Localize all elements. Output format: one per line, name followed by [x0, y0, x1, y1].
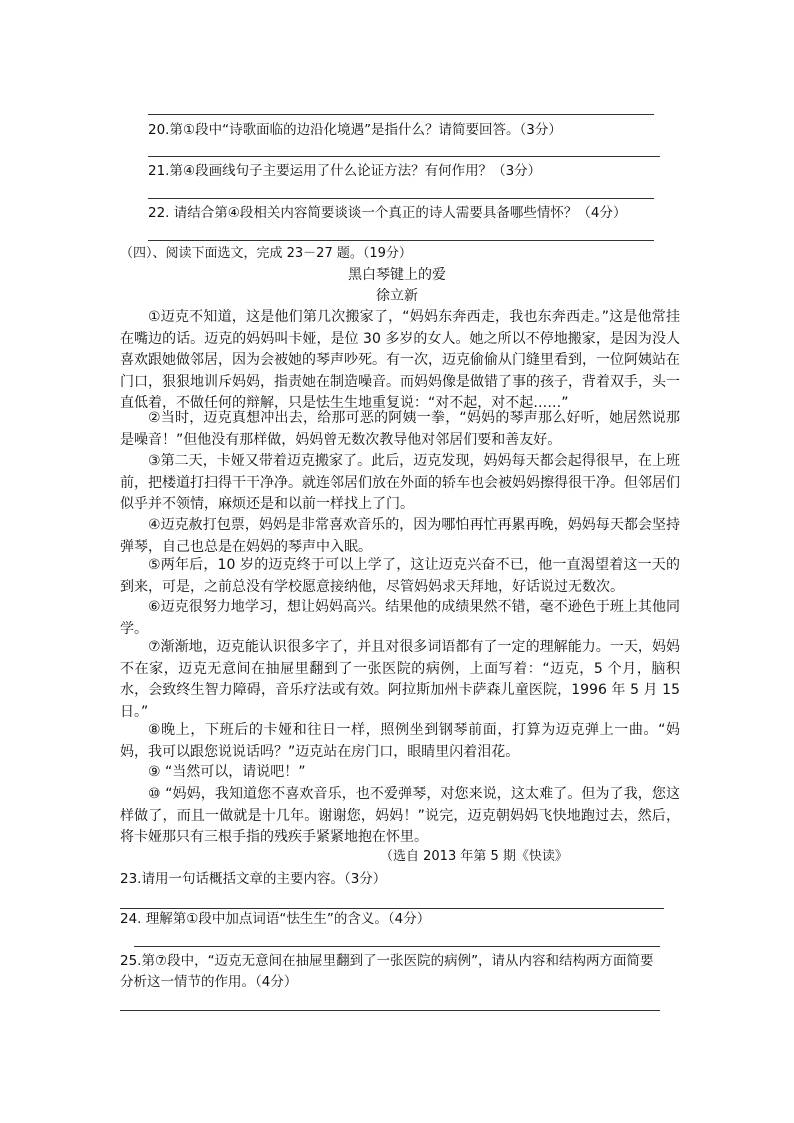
passage-author: 徐立新 [376, 288, 418, 304]
answer-line [148, 156, 660, 157]
paragraph-8: ⑧晚上，下班后的卡娅和往日一样，照例坐到钢琴前面，打算为迈克弹上一曲。“妈妈，我可以跟您说说话吗？”迈克站在房门口，眼睛里闪着泪花。 [120, 722, 680, 760]
paragraph-9: ⑨ “当然可以，请说吧！” [148, 764, 306, 780]
paragraph-10: ⑩ “妈妈，我知道您不喜欢音乐，也不爱弹琴，对您来说，这太难了。但为了我，您这样做了，而且一做就是十几年。谢谢您，妈妈！”说完，迈克朝妈妈飞快地跑过去，然后，将卡娅那只有三根手指的残疾手紧紧地抱在怀里。 [120, 786, 680, 846]
paragraph-5: ⑤两年后，10 岁的迈克终于可以上学了，这让迈克兴奋不已，他一直渴望着这一天的到来，可是，之前总没有学校愿意接纳他，尽管妈妈求天拜地，好话说过无数次。 [120, 557, 680, 595]
paragraph-7: ⑦渐渐地，迈克能认识很多字了，并且对很多词语都有了一定的理解能力。一天，妈妈不在家，迈克无意间在抽屉里翻到了一张医院的病例，上面写着：“迈克，5 个月，脑积水，会致终生智力障碍，音乐疗法或有效。阿拉斯加州卡萨森儿童医院，1996 年 5 月 15 日。” [120, 639, 680, 720]
answer-line [148, 114, 654, 115]
answer-line [148, 240, 654, 241]
question-21: 21.第④段画线句子主要运用了什么论证方法？有何作用？（3分） [148, 163, 542, 179]
paragraph-3: ③第二天，卡娅又带着迈克搬家了。此后，迈克发现，妈妈每天都会起得很早，在上班前，把楼道打扫得干干净净。就连邻居们放在外面的轿车也会被妈妈擦得很干净。但邻居们似乎并不领情，麻烦还是和以前一样找上了门。 [120, 453, 680, 513]
question-25-line-1: 25.第⑦段中，“迈克无意间在抽屉里翻到了一张医院的病例”，请从内容和结构两方面简要 [120, 953, 654, 969]
paragraph-6: ⑥迈克很努力地学习，想让妈妈高兴。结果他的成绩果然不错，毫不逊色于班上其他同学。 [120, 599, 680, 637]
answer-line [134, 946, 660, 947]
paragraph-2: ②当时，迈克真想冲出去，给那可恶的阿姨一拳，“妈妈的琴声那么好听，她居然说那是噪音！”但他没有那样做，妈妈曾无数次教导他对邻居们要和善友好。 [120, 410, 680, 448]
answer-line [120, 1010, 660, 1011]
question-25-line-2: 分析这一情节的作用。（4分） [120, 974, 298, 990]
source-citation: （选自 2013 年第 5 期《快读》 [380, 849, 568, 864]
question-22: 22. 请结合第④段相关内容简要谈谈一个真正的诗人需要具备哪些情怀？（4分） [148, 205, 627, 221]
paragraph-4: ④迈克赦打包票，妈妈是非常喜欢音乐的，因为哪怕再忙再累再晚，妈妈每天都会坚持弹琴，自己也总是在妈妈的琴声中入眠。 [120, 517, 680, 555]
question-23: 23.请用一句话概括文章的主要内容。（3分） [120, 871, 387, 887]
question-20: 20.第①段中“诗歌面临的边沿化境遇”是指什么？请简要回答。（3分） [148, 122, 562, 138]
passage-title: 黑白琴键上的爱 [348, 267, 446, 283]
question-24: 24. 理解第①段中加点词语“怯生生”的含义。（4分） [120, 911, 431, 927]
answer-line [148, 198, 654, 199]
paragraph-1: ①迈克不知道，这是他们第几次搬家了，“妈妈东奔西走，我也东奔西走。”这是他常挂在嘴边的话。迈克的妈妈叫卡娅，是位 30 多岁的女人。她之所以不停地搬家，是因为没人喜欢跟她做邻居，因为会被她的琴声吵死。有一次，迈克偷偷从门缝里看到，一位阿姨站在门口，狠狠地训斥妈妈，指责她在制造噪音。而妈妈像是做错了事的孩子，背着双手，头一直低着，不做任何的辩解，只是怯生生地重复说：“对不起，对不起……” [120, 309, 680, 412]
section-heading: （四）、阅读下面选文，完成 23－27 题。（19分） [120, 246, 412, 261]
